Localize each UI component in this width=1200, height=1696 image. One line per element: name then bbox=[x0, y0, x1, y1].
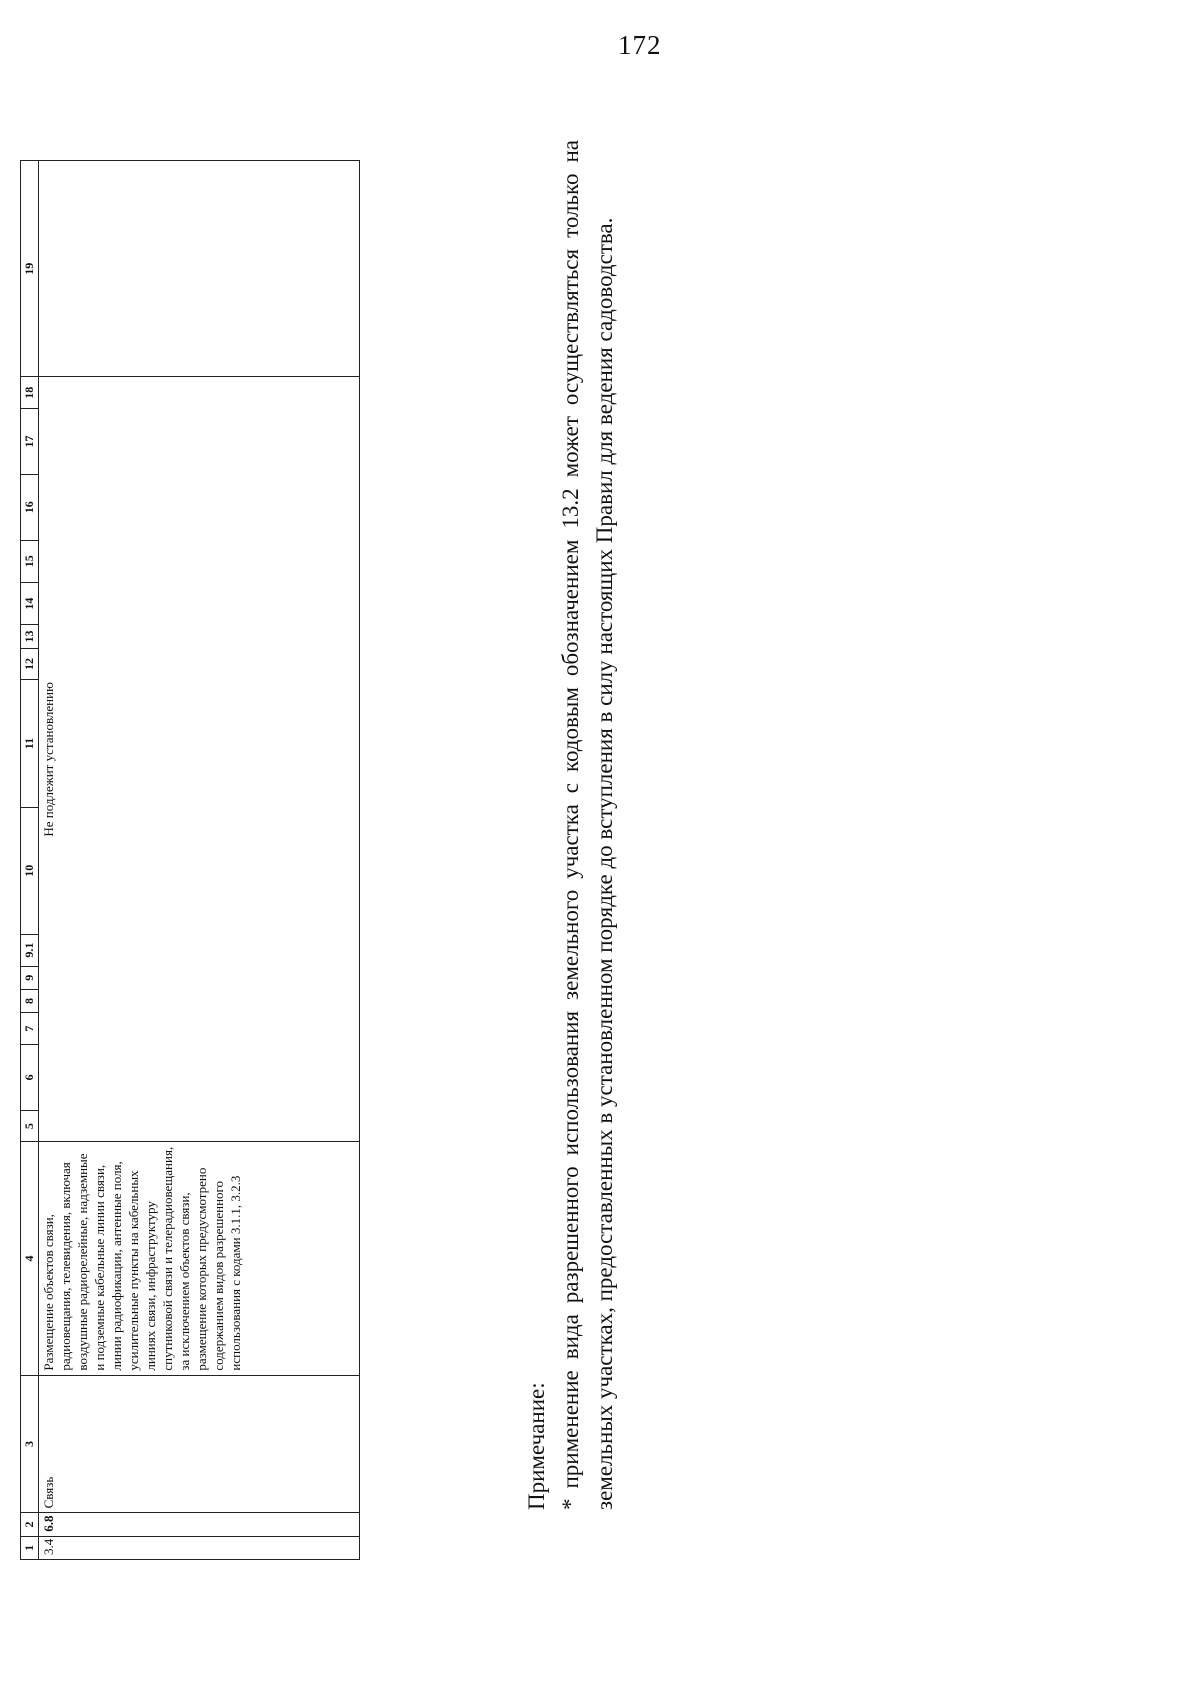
col-header: 11 bbox=[21, 680, 39, 807]
cell-empty bbox=[39, 161, 360, 377]
col-header: 17 bbox=[21, 409, 39, 475]
col-header: 18 bbox=[21, 377, 39, 409]
rotated-note-block bbox=[520, 140, 670, 1550]
col-header: 16 bbox=[21, 474, 39, 540]
cell-merged-parameters: Не подлежит установлению bbox=[39, 377, 360, 1142]
col-header: 12 bbox=[21, 648, 39, 680]
header-row bbox=[21, 161, 39, 1560]
zoning-table bbox=[20, 160, 360, 1560]
cell-code: 3.4 bbox=[39, 1536, 360, 1559]
col-header: 5 bbox=[21, 1110, 39, 1142]
note-heading: Примечание: bbox=[524, 1382, 549, 1510]
col-header: 13 bbox=[21, 625, 39, 648]
cell-description: Размещение объектов связи, радиовещания, телевидения, включая воздушные радиорелейные, надземные и подземные кабельные линии связи, линии радиофикации, антенные поля, усилительные пункты на кабельных линиях связи, инфраструктуру спутниковой связи и телерадиовещания, за исключением объектов связи, размещение которых предусмотрено содержанием видов разрешенного использования с кодами 3.1.1, 3.2.3 bbox=[39, 1142, 360, 1375]
note-star: * bbox=[558, 1498, 583, 1510]
col-header: 8 bbox=[21, 989, 39, 1012]
note-content: применение вида разрешенного использования земельного участка с кодовым обозначением 13.2 может осуществляться только на земельных участках, предоставленных в установленном порядке до вступления в силу настоящих Правил для ведения садоводства. bbox=[558, 140, 617, 1510]
col-header: 4 bbox=[21, 1142, 39, 1375]
col-header: 14 bbox=[21, 582, 39, 624]
col-header: 9 bbox=[21, 966, 39, 989]
col-header: 9.1 bbox=[21, 934, 39, 966]
note-text bbox=[554, 140, 622, 1550]
col-header: 19 bbox=[21, 161, 39, 377]
col-header: 10 bbox=[21, 807, 39, 934]
col-header: 6 bbox=[21, 1044, 39, 1110]
cell-use-name: Связь bbox=[39, 1375, 360, 1513]
col-header: 15 bbox=[21, 540, 39, 582]
col-header: 2 bbox=[21, 1513, 39, 1536]
cell-classifier-code: 6.8 bbox=[39, 1513, 360, 1536]
page-number: 172 bbox=[618, 30, 662, 60]
col-header: 3 bbox=[21, 1375, 39, 1513]
table-row bbox=[39, 161, 360, 1560]
col-header: 1 bbox=[21, 1536, 39, 1559]
rotated-table-block bbox=[20, 160, 360, 1560]
col-header: 7 bbox=[21, 1013, 39, 1045]
